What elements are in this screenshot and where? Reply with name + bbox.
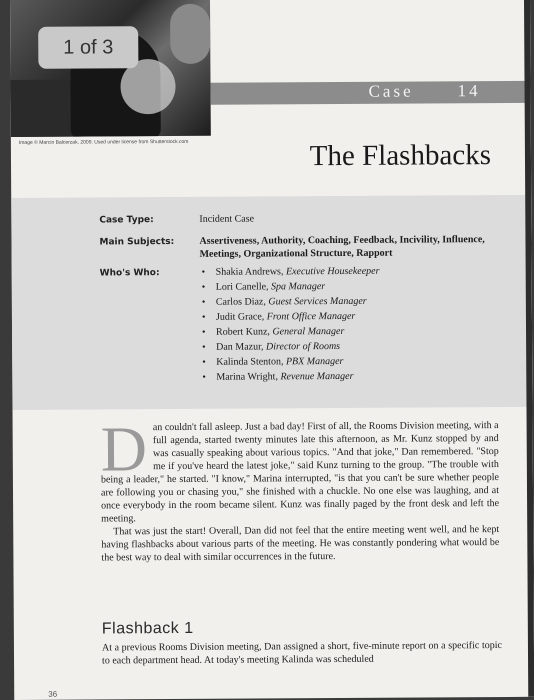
page-counter-badge: 1 of 3 [38,26,138,69]
person-name: Marina Wright, [216,371,278,383]
bullet-icon: • [202,326,206,338]
section-heading: Flashback 1 [101,619,194,638]
person-name: Judit Grace, [215,311,265,323]
subjects-value: Assertiveness, Authority, Coaching, Feedback, Incivility, Influence, Meetings, Organizational Structure, Rapport [199,234,485,260]
person-item [202,339,380,355]
person-role: Guest Services Manager [268,295,367,308]
person-item [202,354,380,370]
case-body [100,413,500,564]
paragraph-1: an couldn't fall asleep. Just a bad day! First of all, the Rooms Division meeting, with a full agenda, started twenty minutes late this afternoon, as Mr. Kunz stopped by and was casually speaking about various topics. "And that joke," Dan remembered. "Stop me if you've heard the latest joke," said Kunz turning to the group. "The trouble with being a leader," he started. "I know," Marina interrupted, "is that you can't be sure whether people are following you or chasing you," she finished with a chuckle. No one else was laughing, and at once everybody in the room became silent. Kunz was finally paged by the front desk and left the meeting. [100,420,500,525]
page-edge-shadow [524,0,534,697]
person-role: Revenue Manager [280,370,354,383]
page-title: The Flashbacks [309,139,492,173]
person-role: Front Office Manager [266,310,356,323]
subjects-label: Main Subjects: [99,237,175,248]
section-paragraph: At a previous Rooms Division meeting, Dan assigned a short, five-minute report on a specific topic to each department head. At today's meeting Kalinda was scheduled [101,640,502,667]
person-role: Director of Rooms [265,340,341,353]
drop-cap: D [100,413,148,485]
bullet-icon: • [202,341,206,353]
case-label: Case [368,81,414,101]
case-type-value: Incident Case [199,213,255,225]
person-name: Shakia Andrews, [215,266,284,278]
page-number: 36 [48,689,58,699]
person-role: Executive Housekeeper [285,265,380,278]
whos-who-label: Who's Who: [99,268,160,279]
bullet-icon: • [202,371,206,383]
person-name: Robert Kunz, [215,326,270,338]
person-name: Carlos Diaz, [215,296,266,308]
person-name: Dan Mazur, [216,341,264,353]
image-credit: Image © Marcin Balcerzak, 2009. Used under license from Shutterstock.com [18,138,189,146]
bullet-icon: • [201,281,206,293]
book-page [10,0,534,700]
person-item [202,294,380,310]
person-name: Kalinda Stenton, [216,356,284,368]
whos-who-list [202,264,381,385]
person-item [202,369,380,385]
bullet-icon: • [201,266,206,278]
bullet-icon: • [202,356,206,368]
person-item [202,264,380,280]
person-item [202,324,380,340]
bullet-icon: • [201,311,206,323]
paragraph-2: That was just the start! Overall, Dan did not feel that the entire meeting went well, and he kept having flashbacks about various parts of the meeting. He was constantly pondering what would be the best way to deal with similar occurrences in the future. [101,524,500,564]
case-band [211,81,531,105]
person-item [202,309,380,325]
person-role: Spa Manager [270,281,326,293]
person-item [202,279,380,295]
person-role: PBX Manager [285,355,344,368]
person-name: Lori Canelle, [215,281,269,293]
case-number: 14 [457,81,481,101]
header-photo [10,0,211,137]
bullet-icon: • [201,296,206,308]
person-role: General Manager [272,325,345,338]
case-type-label: Case Type: [99,215,154,226]
